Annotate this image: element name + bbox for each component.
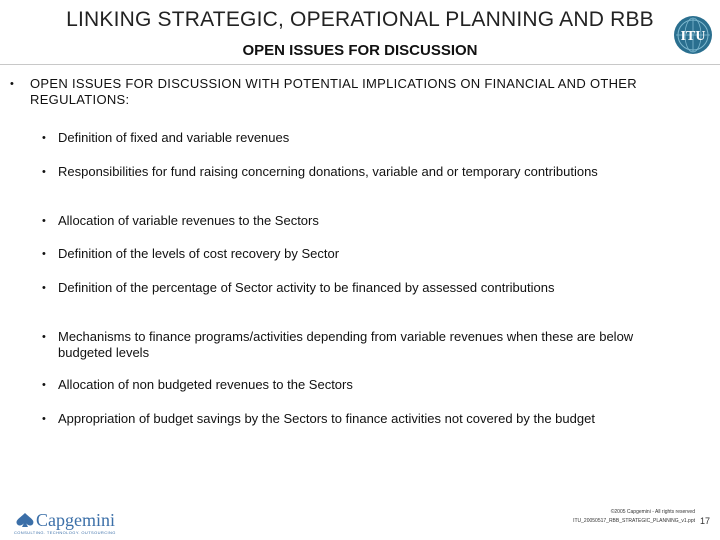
- spade-icon: [14, 512, 36, 528]
- list-item: • Appropriation of budget savings by the Sectors to finance activities not covered by the budget: [42, 411, 595, 426]
- list-item: • Allocation of non budgeted revenues to the Sectors: [42, 377, 353, 392]
- copyright-line: ©2005 Capgemini - All rights reserved: [610, 509, 695, 515]
- itu-logo-icon: [672, 14, 714, 56]
- bullet-icon: •: [42, 379, 46, 391]
- bullet-icon: •: [42, 331, 46, 343]
- brand-name: Capgemini: [36, 510, 115, 530]
- title-divider: [0, 64, 720, 65]
- itu-logo-text: ITU: [680, 29, 706, 44]
- list-item: • Allocation of variable revenues to the Sectors: [42, 213, 319, 228]
- bullet-icon: •: [42, 215, 46, 227]
- bullet-icon: •: [42, 166, 46, 178]
- page-number: 17: [700, 516, 711, 526]
- list-item: • Responsibilities for fund raising concerning donations, variable and or temporary contributions: [42, 164, 598, 179]
- lead-bullet: [10, 76, 650, 108]
- list-item: • Definition of fixed and variable revenues: [42, 130, 290, 145]
- footer-copyright: [560, 508, 695, 526]
- file-name-line: ITU_20050517_RBB_STRATEGIC_PLANNING_v1.ppt: [573, 518, 695, 524]
- capgemini-logo: [10, 508, 140, 536]
- bullet-icon: •: [42, 132, 46, 144]
- bullet-icon: •: [42, 413, 46, 425]
- list-item: • Definition of the percentage of Sector activity to be financed by assessed contributions: [42, 280, 555, 295]
- bullet-icon: •: [42, 282, 46, 294]
- slide-title: LINKING STRATEGIC, OPERATIONAL PLANNING AND RBB: [66, 8, 654, 31]
- bullet-icon: •: [10, 78, 14, 90]
- bullet-icon: •: [42, 248, 46, 260]
- list-item: • Mechanisms to finance programs/activities depending from variable revenues when these are below budgeted levels: [42, 329, 634, 360]
- list-item: • Definition of the levels of cost recovery by Sector: [42, 246, 340, 261]
- brand-tagline: CONSULTING. TECHNOLOGY. OUTSOURCING: [14, 530, 116, 535]
- slide-subtitle: OPEN ISSUES FOR DISCUSSION: [242, 42, 478, 59]
- lead-text: OPEN ISSUES FOR DISCUSSION WITH POTENTIAL IMPLICATIONS ON FINANCIAL AND OTHER REGULATIONS:: [30, 76, 637, 107]
